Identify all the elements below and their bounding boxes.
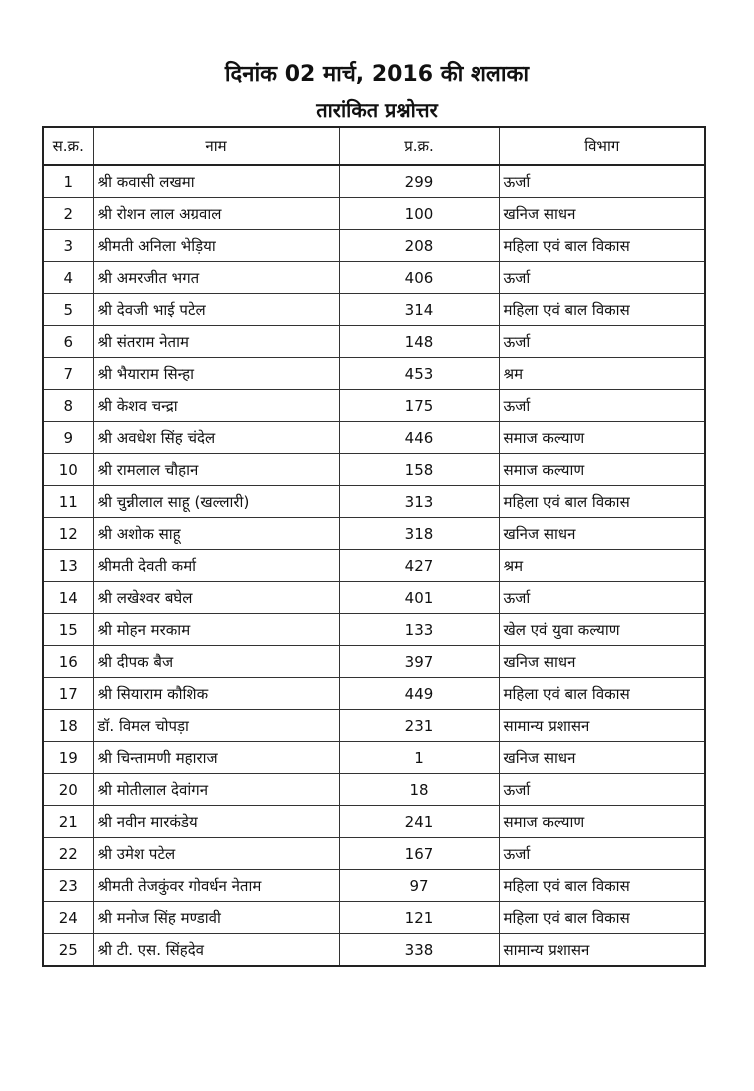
cell-question-no: 313 (339, 486, 499, 518)
cell-serial: 21 (43, 806, 93, 838)
cell-department: महिला एवं बाल विकास (499, 294, 705, 326)
cell-question-no: 338 (339, 934, 499, 967)
cell-question-no: 175 (339, 390, 499, 422)
table-row (43, 646, 705, 678)
cell-name: श्री भैयाराम सिन्हा (93, 358, 339, 390)
cell-serial: 6 (43, 326, 93, 358)
cell-department: ऊर्जा (499, 262, 705, 294)
cell-department: महिला एवं बाल विकास (499, 870, 705, 902)
header-name: नाम (93, 127, 339, 165)
page-subtitle: तारांकित प्रश्नोत्तर (316, 98, 438, 122)
cell-department: ऊर्जा (499, 838, 705, 870)
cell-name: श्रीमती देवती कर्मा (93, 550, 339, 582)
cell-serial: 4 (43, 262, 93, 294)
cell-name: श्री कवासी लखमा (93, 165, 339, 198)
table-header-row (43, 127, 705, 165)
cell-name: श्री अशोक साहू (93, 518, 339, 550)
cell-department: श्रम (499, 358, 705, 390)
cell-name: श्री रामलाल चौहान (93, 454, 339, 486)
cell-serial: 11 (43, 486, 93, 518)
cell-department: महिला एवं बाल विकास (499, 486, 705, 518)
table-row (43, 902, 705, 934)
cell-department: ऊर्जा (499, 165, 705, 198)
cell-name: श्री टी. एस. सिंहदेव (93, 934, 339, 967)
cell-department: ऊर्जा (499, 390, 705, 422)
cell-department: सामान्य प्रशासन (499, 934, 705, 967)
cell-question-no: 314 (339, 294, 499, 326)
table-row (43, 326, 705, 358)
cell-question-no: 241 (339, 806, 499, 838)
table-row (43, 742, 705, 774)
cell-name: श्रीमती तेजकुंवर गोवर्धन नेताम (93, 870, 339, 902)
cell-serial: 5 (43, 294, 93, 326)
cell-department: महिला एवं बाल विकास (499, 678, 705, 710)
cell-name: श्री सियाराम कौशिक (93, 678, 339, 710)
cell-question-no: 121 (339, 902, 499, 934)
cell-serial: 3 (43, 230, 93, 262)
table-row (43, 262, 705, 294)
table-row (43, 198, 705, 230)
cell-name: श्री दीपक बैज (93, 646, 339, 678)
cell-question-no: 299 (339, 165, 499, 198)
cell-department: समाज कल्याण (499, 422, 705, 454)
table-row (43, 838, 705, 870)
cell-serial: 13 (43, 550, 93, 582)
cell-question-no: 401 (339, 582, 499, 614)
header-department: विभाग (499, 127, 705, 165)
cell-serial: 14 (43, 582, 93, 614)
cell-name: डॉ. विमल चोपड़ा (93, 710, 339, 742)
cell-question-no: 446 (339, 422, 499, 454)
cell-name: श्री नवीन मारकंडेय (93, 806, 339, 838)
cell-department: समाज कल्याण (499, 806, 705, 838)
table-row (43, 614, 705, 646)
table-row (43, 774, 705, 806)
table-row (43, 230, 705, 262)
cell-serial: 22 (43, 838, 93, 870)
cell-serial: 23 (43, 870, 93, 902)
table-row (43, 518, 705, 550)
table-row (43, 294, 705, 326)
page-title: दिनांक 02 मार्च, 2016 की शलाका (224, 62, 530, 87)
cell-question-no: 406 (339, 262, 499, 294)
table-row (43, 710, 705, 742)
cell-name: श्री चुन्नीलाल साहू (खल्लारी) (93, 486, 339, 518)
cell-question-no: 397 (339, 646, 499, 678)
cell-question-no: 100 (339, 198, 499, 230)
cell-question-no: 97 (339, 870, 499, 902)
cell-serial: 18 (43, 710, 93, 742)
cell-question-no: 427 (339, 550, 499, 582)
cell-name: श्री देवजी भाई पटेल (93, 294, 339, 326)
cell-department: श्रम (499, 550, 705, 582)
cell-department: सामान्य प्रशासन (499, 710, 705, 742)
table-row (43, 934, 705, 967)
cell-question-no: 453 (339, 358, 499, 390)
cell-serial: 19 (43, 742, 93, 774)
cell-serial: 1 (43, 165, 93, 198)
cell-serial: 8 (43, 390, 93, 422)
cell-name: श्री रोशन लाल अग्रवाल (93, 198, 339, 230)
cell-serial: 17 (43, 678, 93, 710)
cell-question-no: 208 (339, 230, 499, 262)
header-serial: स.क्र. (43, 127, 93, 165)
cell-department: खेल एवं युवा कल्याण (499, 614, 705, 646)
table-row (43, 454, 705, 486)
table-row (43, 870, 705, 902)
cell-department: ऊर्जा (499, 774, 705, 806)
table-row (43, 806, 705, 838)
cell-serial: 10 (43, 454, 93, 486)
cell-name: श्री मोहन मरकाम (93, 614, 339, 646)
cell-serial: 7 (43, 358, 93, 390)
cell-serial: 25 (43, 934, 93, 967)
cell-name: श्री उमेश पटेल (93, 838, 339, 870)
cell-question-no: 18 (339, 774, 499, 806)
cell-serial: 16 (43, 646, 93, 678)
table-row (43, 486, 705, 518)
cell-name: श्री अवधेश सिंह चंदेल (93, 422, 339, 454)
cell-department: खनिज साधन (499, 742, 705, 774)
table-row (43, 550, 705, 582)
cell-question-no: 1 (339, 742, 499, 774)
cell-department: समाज कल्याण (499, 454, 705, 486)
cell-department: ऊर्जा (499, 326, 705, 358)
cell-name: श्री लखेश्वर बघेल (93, 582, 339, 614)
cell-name: श्री चिन्तामणी महाराज (93, 742, 339, 774)
cell-question-no: 133 (339, 614, 499, 646)
cell-question-no: 148 (339, 326, 499, 358)
header-question-no: प्र.क्र. (339, 127, 499, 165)
cell-question-no: 231 (339, 710, 499, 742)
cell-name: श्रीमती अनिला भेड़िया (93, 230, 339, 262)
cell-name: श्री मोतीलाल देवांगन (93, 774, 339, 806)
cell-serial: 2 (43, 198, 93, 230)
cell-question-no: 449 (339, 678, 499, 710)
table-row (43, 422, 705, 454)
cell-serial: 9 (43, 422, 93, 454)
cell-serial: 15 (43, 614, 93, 646)
cell-department: ऊर्जा (499, 582, 705, 614)
cell-serial: 20 (43, 774, 93, 806)
cell-department: खनिज साधन (499, 518, 705, 550)
table-row (43, 358, 705, 390)
cell-name: श्री अमरजीत भगत (93, 262, 339, 294)
table-row (43, 165, 705, 198)
cell-question-no: 167 (339, 838, 499, 870)
cell-department: खनिज साधन (499, 198, 705, 230)
table-row (43, 582, 705, 614)
cell-serial: 12 (43, 518, 93, 550)
question-table (42, 126, 706, 967)
cell-department: महिला एवं बाल विकास (499, 230, 705, 262)
cell-name: श्री मनोज सिंह मण्डावी (93, 902, 339, 934)
cell-question-no: 158 (339, 454, 499, 486)
cell-name: श्री संतराम नेताम (93, 326, 339, 358)
table-row (43, 390, 705, 422)
cell-serial: 24 (43, 902, 93, 934)
table-row (43, 678, 705, 710)
cell-department: महिला एवं बाल विकास (499, 902, 705, 934)
cell-department: खनिज साधन (499, 646, 705, 678)
cell-question-no: 318 (339, 518, 499, 550)
cell-name: श्री केशव चन्द्रा (93, 390, 339, 422)
